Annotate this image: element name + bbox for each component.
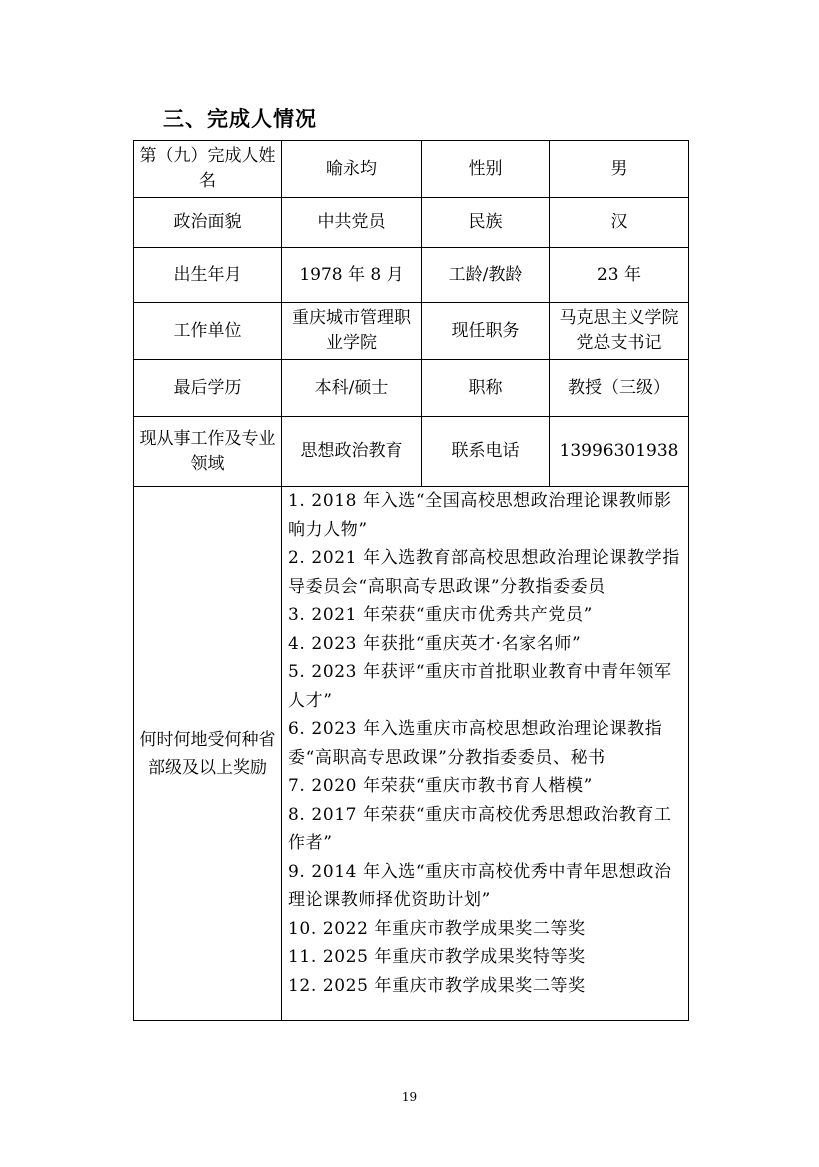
award-item: 2. 2021 年入选教育部高校思想政治理论课教学指导委员会“高职高专思政课”分教指委委员 [288,548,680,597]
title-value: 教授（三级） [550,360,689,417]
award-item: 8. 2017 年荣获“重庆市高校优秀思想政治教育工作者” [288,804,672,853]
table-row [134,198,689,248]
personnel-info-table [133,140,689,1021]
label-cell: 现从事工作及专业领域 [134,417,282,487]
ethnicity-value: 汉 [550,198,689,248]
award-item: 5. 2023 年获评“重庆市首批职业教育中青年领军人才” [288,662,672,711]
gender-value: 男 [550,141,689,198]
label-cell: 民族 [422,198,550,248]
label-cell: 最后学历 [134,360,282,417]
birth-date-value: 1978 年 8 月 [282,248,422,303]
table-row [134,417,689,487]
work-years-value: 23 年 [550,248,689,303]
label-cell: 联系电话 [422,417,550,487]
table-row [134,487,689,1021]
position-value: 马克思主义学院党总支书记 [550,303,689,360]
table-row [134,360,689,417]
education-value: 本科/硕士 [282,360,422,417]
label-cell: 性别 [422,141,550,198]
label-cell: 工龄/教龄 [422,248,550,303]
label-cell: 出生年月 [134,248,282,303]
award-item: 10. 2022 年重庆市教学成果奖二等奖 [288,918,586,939]
page-number: 19 [401,1090,418,1104]
field-value: 思想政治教育 [282,417,422,487]
label-cell: 现任职务 [422,303,550,360]
label-cell: 工作单位 [134,303,282,360]
award-item: 11. 2025 年重庆市教学成果奖特等奖 [288,947,586,967]
label-cell: 政治面貌 [134,198,282,248]
employer-value: 重庆城市管理职业学院 [282,303,422,360]
table-row [134,141,689,198]
award-item: 7. 2020 年荣获“重庆市教书育人楷模” [288,776,593,796]
award-item: 3. 2021 年荣获“重庆市优秀共产党员” [288,605,593,625]
table-row [134,248,689,303]
award-item: 1. 2018 年入选“全国高校思想政治理论课教师影响力人物” [288,491,672,540]
award-item: 9. 2014 年入选“重庆市高校优秀中青年思想政治理论课教师择优资助计划” [288,861,672,910]
award-item: 12. 2025 年重庆市教学成果奖二等奖 [288,975,586,996]
section-title: 三、完成人情况 [163,107,317,131]
label-cell: 职称 [422,360,550,417]
label-cell: 第（九）完成人姓名 [134,141,282,198]
awards-label: 何时何地受何种省部级及以上奖励 [134,487,282,1021]
name-value: 喻永均 [282,141,422,198]
awards-list [282,487,689,1021]
award-item: 6. 2023 年入选重庆市高校思想政治理论课教指委“高职高专思政课”分教指委委员、秘书 [288,719,663,768]
political-status-value: 中共党员 [282,198,422,248]
phone-value: 13996301938 [550,417,689,487]
award-item: 4. 2023 年获批“重庆英才·名家名师” [288,633,582,654]
table-row [134,303,689,360]
